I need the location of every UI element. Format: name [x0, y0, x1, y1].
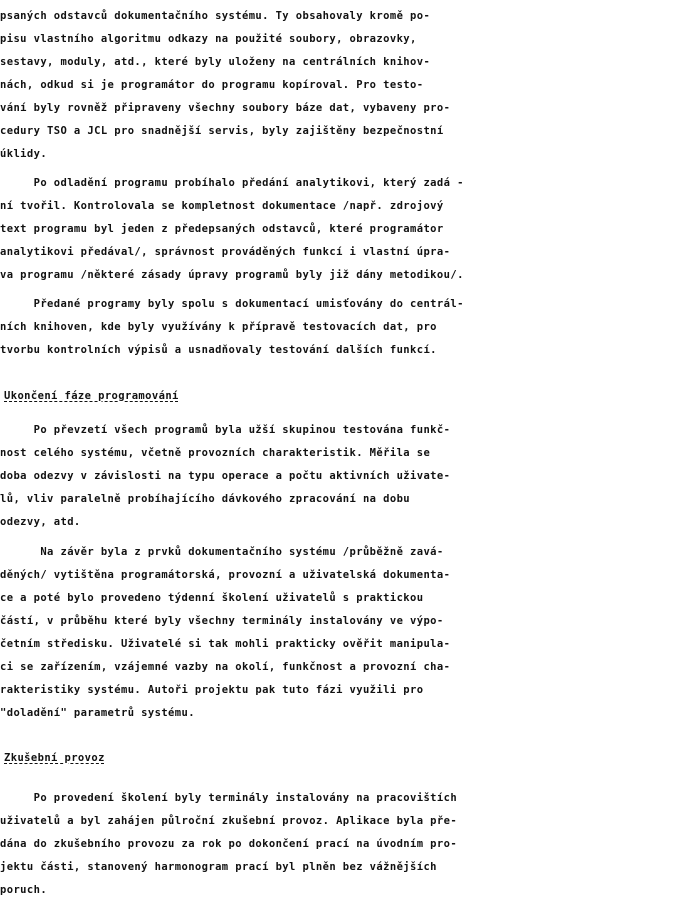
- text-line: ci se zařízením, vzájemné vazby na okolí, funkčnost a provozní cha-: [0, 661, 451, 673]
- text-line: pisu vlastního algoritmu odkazy na použité soubory, obrazovky,: [0, 33, 417, 45]
- text-line: úklidy.: [0, 148, 48, 160]
- text-line: uživatelů a byl zahájen půlroční zkušební provoz. Aplikace byla pře-: [0, 815, 458, 827]
- text-line: va programu /některé zásady úpravy programů byly již dány metodikou/.: [0, 269, 464, 281]
- text-line: Po převzetí všech programů byla užší skupinou testována funkč-: [0, 424, 451, 436]
- section-heading: Ukončení fáze programování: [4, 390, 179, 402]
- text-line: Předané programy byly spolu s dokumentací umisťovány do centrál-: [0, 298, 464, 310]
- text-line: Na závěr byla z prvků dokumentačního systému /průběžně zavá-: [0, 546, 444, 558]
- text-line: doba odezvy v závislosti na typu operace a počtu aktivních uživate-: [0, 470, 451, 482]
- text-line: "doladění" parametrů systému.: [0, 707, 195, 719]
- text-line: analytikovi předával/, správnost prováděných funkcí i vlastní úpra-: [0, 246, 451, 258]
- text-line: ce a poté bylo provedeno týdenní školení uživatelů s praktickou: [0, 592, 424, 604]
- text-line: jektu části, stanovený harmonogram prací byl plněn bez vážnějších: [0, 861, 437, 873]
- text-line: sestavy, moduly, atd., které byly uloženy na centrálních knihov-: [0, 56, 431, 68]
- text-line: dána do zkušebního provozu za rok po dokončení prací na úvodním pro-: [0, 838, 458, 850]
- text-line: ní tvořil. Kontrolovala se kompletnost dokumentace /např. zdrojový: [0, 200, 444, 212]
- text-line: tvorbu kontrolních výpisů a usnadňovaly testování dalších funkcí.: [0, 344, 437, 356]
- text-line: odezvy, atd.: [0, 516, 81, 528]
- text-line: částí, v průběhu které byly všechny terminály instalovány ve výpo-: [0, 615, 444, 627]
- text-line: děných/ vytištěna programátorská, provozní a uživatelská dokumenta-: [0, 569, 451, 581]
- text-line: Po odladění programu probíhalo předání analytikovi, který zadá -: [0, 177, 464, 189]
- text-line: nost celého systému, včetně provozních charakteristik. Měřila se: [0, 447, 431, 459]
- section-heading: Zkušební provoz: [4, 752, 105, 764]
- text-line: psaných odstavců dokumentačního systému. Ty obsahovaly kromě po-: [0, 10, 431, 22]
- text-line: cedury TSO a JCL pro snadnější servis, byly zajištěny bezpečnostní: [0, 125, 444, 137]
- text-line: Po provedení školení byly terminály instalovány na pracovištích: [0, 792, 458, 804]
- text-line: četním středisku. Uživatelé si tak mohli prakticky ověřit manipula-: [0, 638, 451, 650]
- text-line: vání byly rovněž připraveny všechny soubory báze dat, vybaveny pro-: [0, 102, 451, 114]
- text-line: rakteristiky systému. Autoři projektu pak tuto fázi využili pro: [0, 684, 424, 696]
- text-line: lů, vliv paralelně probíhajícího dávkového zpracování na dobu: [0, 493, 411, 505]
- text-line: poruch.: [0, 884, 48, 896]
- text-line: ních knihoven, kde byly využívány k přípravě testovacích dat, pro: [0, 321, 437, 333]
- text-line: nách, odkud si je programátor do programu kopíroval. Pro testo-: [0, 79, 424, 91]
- text-line: text programu byl jeden z předepsaných odstavců, které programátor: [0, 223, 444, 235]
